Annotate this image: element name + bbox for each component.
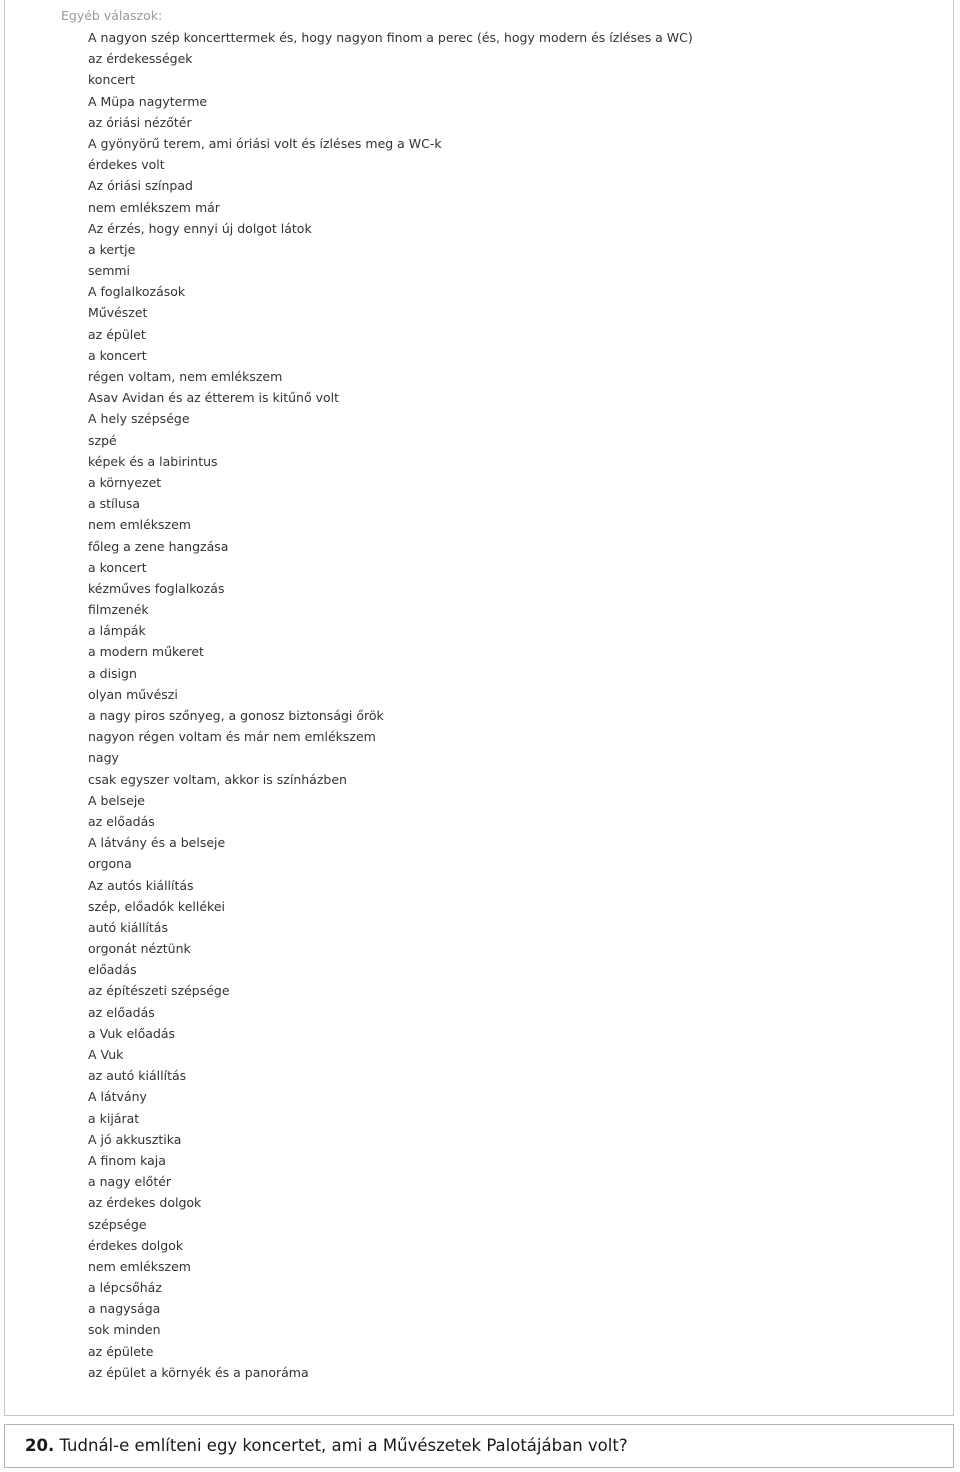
answer-item: A hely szépsége	[88, 411, 190, 427]
answer-item: előadás	[88, 962, 137, 978]
answer-item: Az érzés, hogy ennyi új dolgot látok	[88, 220, 312, 236]
answers-panel	[4, 0, 954, 1416]
answer-item: az autó kiállítás	[88, 1068, 187, 1084]
answer-item: a környezet	[88, 474, 162, 490]
question-text: Tudnál-e említeni egy koncertet, ami a Művészetek Palotájában volt?	[59, 1436, 628, 1455]
other-answers-heading: Egyéb válaszok:	[61, 8, 163, 23]
answer-item: főleg a zene hangzása	[88, 538, 229, 554]
answer-item: nagyon régen voltam és már nem emlékszem	[88, 729, 376, 745]
answer-item: az érdekes dolgok	[88, 1195, 202, 1211]
answer-item: nem emlékszem már	[88, 199, 220, 215]
answer-item: az előadás	[88, 813, 155, 829]
answer-item: Művészet	[88, 305, 148, 321]
answer-item: az épület a környék és a panoráma	[88, 1364, 309, 1380]
answer-list	[88, 27, 693, 1383]
answer-item: A finom kaja	[88, 1152, 166, 1168]
answer-item: nagy	[88, 750, 119, 766]
answer-item: orgonát néztünk	[88, 941, 191, 957]
answer-item: A látvány és a belseje	[88, 835, 226, 851]
answer-item: a nagy előtér	[88, 1174, 172, 1190]
answer-item: az épület	[88, 326, 146, 342]
answer-item: A belseje	[88, 792, 145, 808]
answer-item: a disign	[88, 665, 137, 681]
answer-item: a lámpák	[88, 623, 146, 639]
answer-item: sok minden	[88, 1322, 161, 1338]
answer-item: filmzenék	[88, 602, 149, 618]
answer-item: szépsége	[88, 1216, 147, 1232]
answer-item: autó kiállítás	[88, 919, 168, 935]
answer-item: érdekes volt	[88, 157, 165, 173]
answer-item: az építészeti szépsége	[88, 983, 230, 999]
answer-item: A Müpa nagyterme	[88, 93, 208, 109]
answer-item: a koncert	[88, 347, 147, 363]
answer-item: szép, előadók kellékei	[88, 898, 225, 914]
answer-item: olyan művészi	[88, 686, 178, 702]
answer-item: A jó akkusztika	[88, 1131, 182, 1147]
answer-item: Az óriási színpad	[88, 178, 193, 194]
answer-item: érdekes dolgok	[88, 1237, 184, 1253]
answer-item: A foglalkozások	[88, 284, 186, 300]
question-number: 20.	[25, 1436, 55, 1455]
answer-item: a Vuk előadás	[88, 1025, 176, 1041]
answer-item: a nagysága	[88, 1301, 161, 1317]
answer-item: a kijárat	[88, 1110, 140, 1126]
answer-item: az előadás	[88, 1004, 155, 1020]
answer-item: semmi	[88, 263, 131, 279]
answer-item: nem emlékszem	[88, 517, 191, 533]
question-header	[4, 1424, 954, 1468]
answer-item: az óriási nézőtér	[88, 114, 192, 130]
answer-item: a kertje	[88, 241, 136, 257]
answer-item: a stílusa	[88, 496, 141, 512]
answer-item: képek és a labirintus	[88, 453, 218, 469]
answer-item: A gyönyörű terem, ami óriási volt és ízléses meg a WC-k	[88, 135, 442, 151]
answer-item: orgona	[88, 856, 132, 872]
answer-item: nem emlékszem	[88, 1258, 191, 1274]
answer-item: a lépcsőház	[88, 1280, 162, 1296]
answer-item: az érdekességek	[88, 51, 193, 67]
answer-item: az épülete	[88, 1343, 154, 1359]
answer-item: A Vuk	[88, 1047, 124, 1062]
answer-item: kézműves foglalkozás	[88, 580, 225, 596]
answer-item: Asav Avidan és az étterem is kitűnő volt	[88, 390, 339, 406]
answer-item: a nagy piros szőnyeg, a gonosz biztonsági őrök	[88, 708, 384, 723]
answer-item: A látvány	[88, 1089, 147, 1105]
answer-item: Az autós kiállítás	[88, 877, 194, 893]
answer-item: koncert	[88, 72, 135, 88]
answer-item: a koncert	[88, 559, 147, 575]
answer-item: régen voltam, nem emlékszem	[88, 369, 283, 384]
answer-item: A nagyon szép koncerttermek és, hogy nagyon finom a perec (és, hogy modern és ízléses a WC)	[88, 30, 693, 45]
answer-item: szpé	[88, 432, 117, 448]
answer-item: a modern műkeret	[88, 644, 204, 660]
question-title	[25, 1433, 628, 1459]
answer-item: csak egyszer voltam, akkor is színházben	[88, 771, 347, 787]
